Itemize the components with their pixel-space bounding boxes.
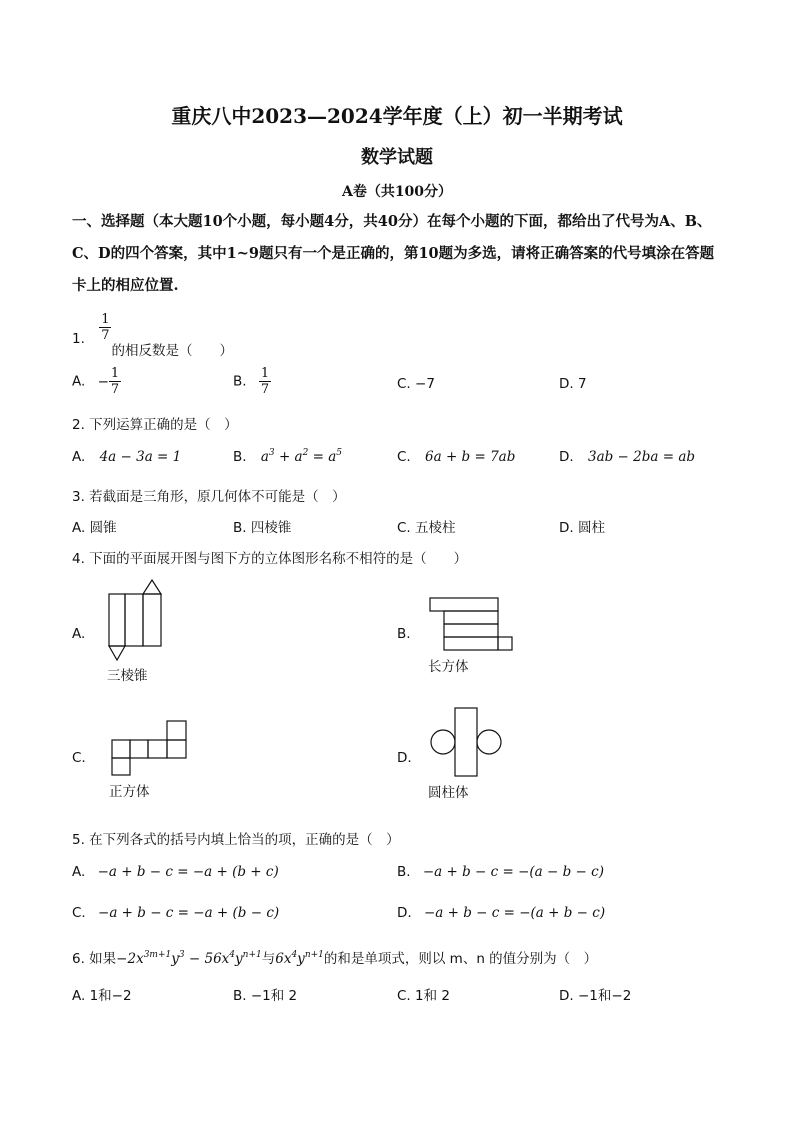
- expression-2: $6x^4y^{n+1}$: [275, 950, 324, 967]
- net-cylinder-figure: [428, 706, 504, 778]
- fraction: [109, 366, 121, 397]
- option-formula: 4a − 3a = 1: [99, 449, 182, 465]
- question-text: 的和是单项式，则以 m、n 的值分别为（ ）: [323, 951, 598, 967]
- q3-option-b: B. 四棱锥: [233, 520, 292, 536]
- q2-option-d: [559, 449, 695, 465]
- question-3: 3. 若截面是三角形，原几何体不可能是（ ）: [72, 489, 346, 505]
- q4-d-caption: 圆柱体: [428, 785, 469, 801]
- q4-option-a-label: A.: [72, 626, 86, 642]
- q2-option-c: [397, 449, 515, 465]
- fraction-numerator: 1: [110, 366, 120, 381]
- q6-option-a: A. 1和−2: [72, 988, 132, 1004]
- fraction-numerator: 1: [101, 312, 110, 327]
- q4-option-d-label: D.: [397, 750, 412, 766]
- fraction-denominator: 7: [101, 328, 110, 343]
- fraction-numerator: 1: [260, 366, 270, 381]
- q4-option-c-label: C.: [72, 750, 86, 766]
- q1-option-a: [72, 366, 121, 397]
- option-formula: −a + b − c = −(a + b − c): [423, 905, 606, 921]
- option-label: A.: [72, 449, 86, 465]
- q5-option-c: [72, 905, 279, 921]
- fraction: [259, 366, 271, 397]
- option-label: A.: [72, 864, 86, 880]
- net-cuboid-figure: [428, 596, 514, 652]
- q3-option-c: C. 五棱柱: [397, 520, 456, 536]
- option-formula: $a^3 + a^2 = a^5$: [260, 448, 343, 465]
- question-1: [72, 312, 233, 359]
- question-4: 4. 下面的平面展开图与图下方的立体图形名称不相符的是（ ）: [72, 551, 468, 567]
- section-heading: A卷（共100分）: [341, 184, 453, 200]
- fraction: [99, 312, 111, 343]
- question-6: [72, 947, 597, 967]
- option-label: C.: [397, 449, 411, 465]
- instructions: 一、选择题（本大题10个小题，每小题4分，共40分）在每个小题的下面，都给出了代号为A、B、C、D的四个答案，其中1~9题只有一个是正确的，第10题为多选，请将正确答案的代号填涂在答题卡上的相应位置.: [72, 213, 715, 294]
- q2-option-b: [233, 449, 342, 465]
- fraction-denominator: 7: [260, 382, 270, 397]
- exam-title: 重庆八中2023—2024学年度（上）初一半期考试: [171, 104, 623, 128]
- question-5: 5. 在下列各式的括号内填上恰当的项，正确的是（ ）: [72, 832, 400, 848]
- question-text: 与: [261, 951, 276, 967]
- fraction-denominator: 7: [110, 382, 120, 397]
- q6-option-b: B. −1和 2: [233, 988, 298, 1004]
- q5-option-b: [397, 864, 604, 880]
- q3-option-d: D. 圆柱: [559, 520, 605, 536]
- q1-option-b: [233, 366, 271, 397]
- net-cube-figure: [110, 719, 190, 777]
- question-number: 1.: [72, 331, 85, 347]
- option-label: B.: [233, 373, 247, 390]
- minus-sign: −: [97, 373, 109, 390]
- q4-a-caption: 三棱锥: [107, 668, 148, 684]
- question-text: 的相反数是（ ）: [111, 343, 233, 359]
- option-label: B.: [397, 864, 411, 880]
- option-formula: −a + b − c = −a + (b + c): [97, 864, 279, 880]
- option-label: D.: [397, 905, 412, 921]
- q4-b-caption: 长方体: [428, 659, 469, 675]
- q5-option-a: [72, 864, 279, 880]
- q1-option-d: D. 7: [559, 376, 587, 392]
- option-label: C.: [72, 905, 86, 921]
- q2-option-a: [72, 449, 181, 465]
- option-label: B.: [233, 449, 247, 465]
- question-2: 2. 下列运算正确的是（ ）: [72, 417, 238, 433]
- option-formula: 6a + b = 7ab: [425, 449, 516, 465]
- q6-option-d: D. −1和−2: [559, 988, 632, 1004]
- question-text: 6. 如果: [72, 951, 117, 967]
- net-triangular-prism-figure: [104, 578, 164, 662]
- option-label: A.: [72, 373, 86, 390]
- q4-option-b-label: B.: [397, 626, 411, 642]
- q5-option-d: [397, 905, 605, 921]
- option-formula: −a + b − c = −(a − b − c): [422, 864, 604, 880]
- q3-option-a: A. 圆锥: [72, 520, 117, 536]
- exam-subtitle: 数学试题: [361, 147, 433, 168]
- q6-option-c: C. 1和 2: [397, 988, 450, 1004]
- option-formula: −a + b − c = −a + (b − c): [98, 905, 280, 921]
- option-formula: 3ab − 2ba = ab: [587, 449, 696, 465]
- q1-option-c: C. −7: [397, 376, 435, 392]
- expression-1: $-2x^{3m+1}y^3 - 56x^4y^{n+1}$: [116, 950, 262, 967]
- option-label: D.: [559, 449, 574, 465]
- q4-c-caption: 正方体: [109, 784, 150, 800]
